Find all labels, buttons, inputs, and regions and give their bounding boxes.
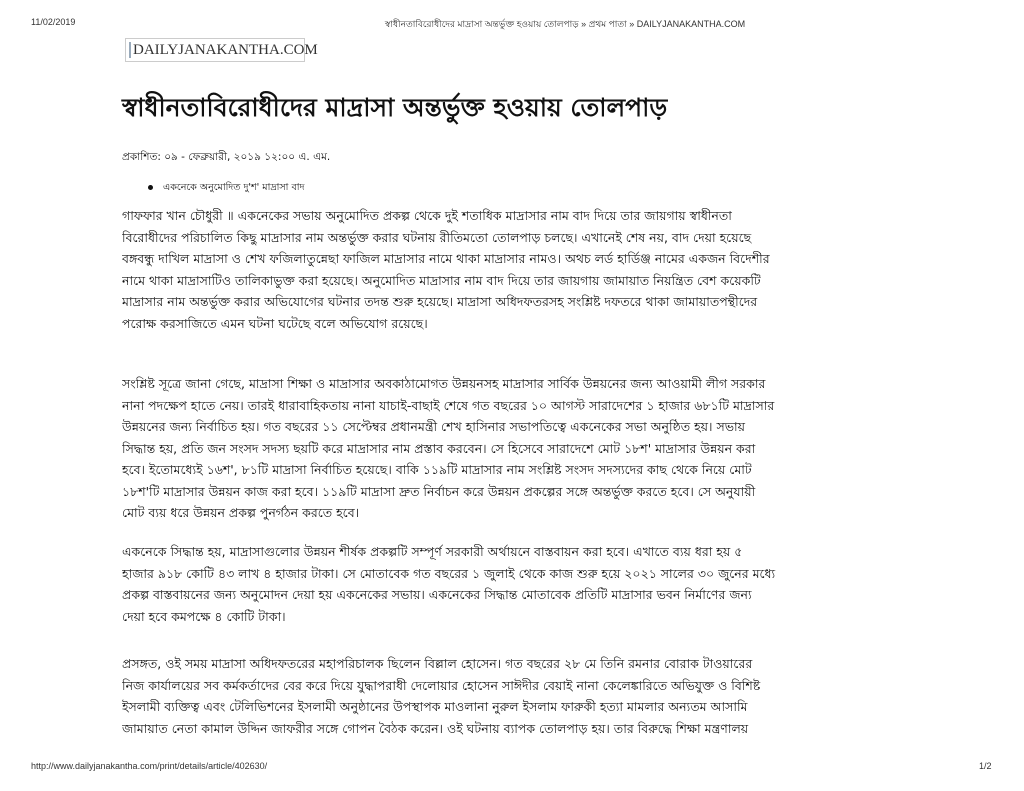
article-paragraph bbox=[122, 205, 906, 334]
paragraph-line: মোট ব্যয় ধরে উন্নয়ন প্রকল্প পুনর্গঠন করতে হবে। bbox=[122, 505, 360, 520]
paragraph-line: একনেকে সিদ্ধান্ত হয়, মাদ্রাসাগুলোর উন্নয়ন শীর্ষক প্রকল্পটি সম্পূর্ণ সরকারী অর্থায়নে বাস্তবায়ন করা হবে। এখাতে ব্যয় ধরা হয় ৫ bbox=[122, 544, 743, 559]
published-date: প্রকাশিত: ০৯ - ফেব্রুয়ারী, ২০১৯ ১২:০০ এ. এম. bbox=[122, 151, 331, 163]
print-page-title: স্বাধীনতাবিরোধীদের মাদ্রাসা অন্তর্ভুক্ত হওয়ায় তোলপাড় » প্রথম পাতা » DAILYJANAKANTHA.COM bbox=[384, 19, 746, 29]
paragraph-line: উন্নয়নের জন্য নির্বাচিত হয়। গত বছরের ১১ সেপ্টেম্বর প্রধানমন্ত্রী শেখ হাসিনার সভাপতিত্বে একনেকের সভা অনুষ্ঠিত হয়। সভায় bbox=[122, 419, 746, 434]
broken-image-icon bbox=[129, 42, 131, 58]
paragraph-line: মাদ্রাসার নাম অন্তর্ভুক্ত করার অভিযোগের ঘটনার তদন্ত শুরু হয়েছে। মাদ্রাসা অধিদফতরসহ সংশ্লিষ্ট দফতরে থাকা জামায়াতপন্থীদের bbox=[122, 294, 758, 309]
paragraph-line: ১৮শ'টি মাদ্রাসার উন্নয়ন কাজ করা হবে। ১১৯টি মাদ্রাসা দ্রুত নির্বাচন করে উন্নয়ন প্রকল্পের সঙ্গে অন্তর্ভুক্ত করতে হবে। সে অনুযায়ী bbox=[122, 483, 756, 499]
paragraph-line: বঙ্গবন্ধু দাখিল মাদ্রাসা ও শেখ ফজিলাতুন্নেছা ফাজিল মাদ্রাসার নামে থাকা মাদ্রাসার নামও। অথচ লর্ড হার্ডিঞ্জ নামের একজন বিদেশীর bbox=[122, 251, 770, 266]
paragraph-line: সিদ্ধান্ত হয়, প্রতি জন সংসদ সদস্য ছয়টি করে মাদ্রাসার নাম প্রস্তাব করবেন। সে হিসেবে সারাদেশে মোট ১৮শ' মাদ্রাসার উন্নয়ন করা bbox=[122, 440, 756, 456]
paragraph-line: নামে থাকা মাদ্রাসাটিও তালিকাভুক্ত করা হয়েছে। অনুমোদিত মাদ্রাসার নাম বাদ দিয়ে তার জায়গায় জামায়াত নিয়ন্ত্রিত বেশ কয়েকটি bbox=[122, 272, 761, 288]
paragraph-line: গাফফার খান চৌধুরী ॥ একনেকের সভায় অনুমোদিত প্রকল্প থেকে দুই শতাধিক মাদ্রাসার নাম বাদ দিয়ে তার জায়গায় স্বাধীনতা bbox=[122, 208, 732, 223]
article-paragraph bbox=[122, 541, 906, 627]
paragraph-line: জামায়াত নেতা কামাল উদ্দিন জাফরীর সঙ্গে গোপন বৈঠক করেন। ওই ঘটনায় ব্যাপক তোলপাড় হয়। তার বিরুদ্ধে শিক্ষা মন্ত্রণালয় bbox=[122, 720, 749, 736]
page-number: 1/2 bbox=[979, 761, 992, 771]
paragraph-line: ইসলামী ব্যক্তিত্ব এবং টেলিভিশনের ইসলামী অনুষ্ঠানের উপস্থাপক মাওলানা নুরুল ইসলাম ফারুকী হত্যা মামলার অন্যতম আসামি bbox=[122, 699, 748, 714]
paragraph-line: বিরোধীদের পরিচালিত কিছু মাদ্রাসার নাম অন্তর্ভুক্ত করার ঘটনায় রীতিমতো তোলপাড় চলছে। এখানেই শেষ নয়, বাদ দেয়া হয়েছে bbox=[122, 229, 752, 245]
site-logo[interactable] bbox=[125, 38, 318, 62]
paragraph-line: দেয়া হবে কমপক্ষে ৪ কোটি টাকা। bbox=[122, 608, 286, 624]
paragraph-line: নানা পদক্ষেপ হাতে নেয়। তারই ধারাবাহিকতায় নানা যাচাই-বাছাই শেষে গত বছরের ১০ আগস্ট সারাদেশের ১ হাজার ৬৮১টি মাদ্রাসার bbox=[122, 397, 775, 413]
paragraph-line: সংশ্লিষ্ট সূত্রে জানা গেছে, মাদ্রাসা শিক্ষা ও মাদ্রাসার অবকাঠামোগত উন্নয়নসহ মাদ্রাসার সার্বিক উন্নয়নের জন্য আওয়ামী লীগ সরকার bbox=[122, 376, 766, 391]
paragraph-line: প্রসঙ্গত, ওই সময় মাদ্রাসা অধিদফতরের মহাপরিচালক ছিলেন বিল্লাল হোসেন। গত বছরের ২৮ মে তিনি রমনার বোরাক টাওয়ারের bbox=[122, 656, 753, 671]
article-headline: স্বাধীনতাবিরোধীদের মাদ্রাসা অন্তর্ভুক্ত হওয়ায় তোলপাড় bbox=[122, 93, 668, 122]
article-paragraph bbox=[122, 653, 906, 739]
print-date: 11/02/2019 bbox=[31, 17, 76, 27]
print-url: http://www.dailyjanakantha.com/print/details/article/402630/ bbox=[31, 761, 268, 771]
paragraph-line: পরোক্ষ করসাজিতে এমন ঘটনা ঘটেছে বলে অভিযোগ রয়েছে। bbox=[122, 315, 428, 331]
paragraph-line: হবে। ইতোমধ্যেই ১৬শ', ৮১টি মাদ্রাসা নির্বাচিত হয়েছে। বাকি ১১৯টি মাদ্রাসার নাম সংশ্লিষ্ট সংসদ সদস্যদের কাছ থেকে নিয়ে মোট bbox=[122, 462, 752, 477]
paragraph-line: নিজ কার্যালয়ের সব কর্মকর্তাদের বের করে দিয়ে যুদ্ধাপরাধী দেলোয়ার হোসেন সাঈদীর বেয়াই নানা কেলেঙ্কারিতে অভিযুক্ত ও বিশিষ্ট bbox=[122, 677, 761, 693]
paragraph-line: হাজার ৯১৮ কোটি ৪৩ লাখ ৪ হাজার টাকা। সে মোতাবেক গত বছরের ১ জুলাই থেকে কাজ শুরু হয়ে ২০২১ সালের ৩০ জুনের মধ্যে bbox=[122, 565, 776, 581]
article-paragraph bbox=[122, 373, 906, 524]
paragraph-line: প্রকল্প বাস্তবায়নের জন্য অনুমোদন দেয়া হয় একনেকের সভায়। একনেকের সিদ্ধান্ত মোতাবেক প্রতিটি মাদ্রাসার ভবন নির্মাণের জন্য bbox=[122, 587, 752, 602]
highlight-bullet: একনেকে অনুমোদিত দু'শ' মাদ্রাসা বাদ bbox=[148, 181, 304, 196]
logo-alt-text: DAILYJANAKANTHA.COM bbox=[133, 41, 318, 58]
